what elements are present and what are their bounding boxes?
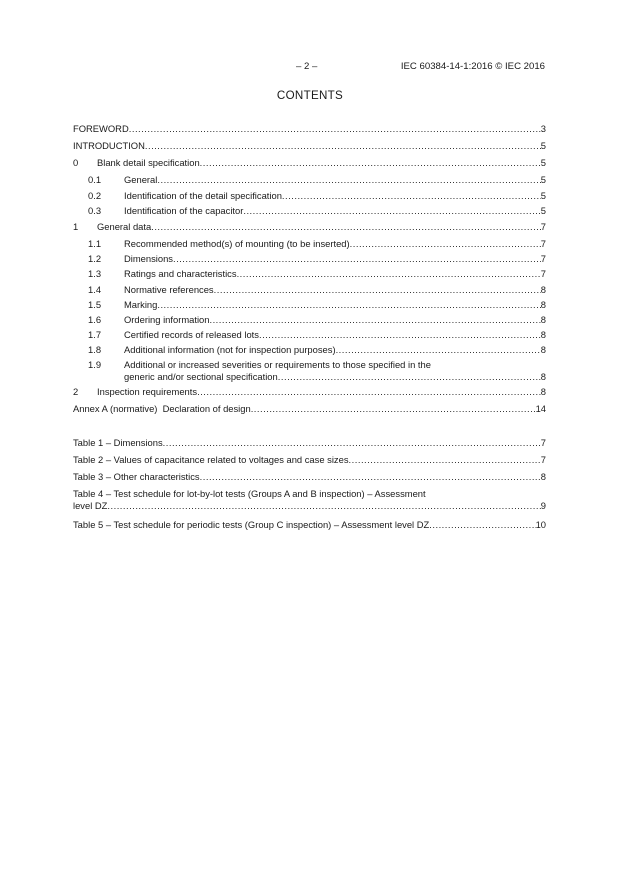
page-title: CONTENTS (276, 89, 344, 102)
toc-entry-number: 1.1 (88, 238, 102, 249)
toc-entry-number: 1.9 (88, 359, 102, 370)
toc-entry-number: 0.2 (88, 190, 102, 201)
toc-entry-label: Additional information (not for inspection purposes) (124, 344, 336, 355)
table-entry-3[interactable] (73, 471, 546, 483)
dot-leader (214, 284, 541, 296)
toc-entry-page: 7 (540, 238, 546, 249)
toc-entry-label: Normative references (124, 284, 214, 295)
table-entry-label: Table 2 – Values of capacitance related to voltages and case sizes (73, 454, 349, 465)
toc-entry-label: Dimensions (124, 253, 173, 264)
toc-entry-1-8[interactable] (73, 344, 546, 356)
toc-entry-number: 1.5 (88, 299, 102, 310)
toc-entry-0[interactable] (73, 157, 546, 169)
table-entry-label: Table 1 – Dimensions (73, 437, 163, 448)
dot-leader (197, 386, 541, 398)
toc-entry-number: 1.7 (88, 329, 102, 340)
toc-entry-label: Blank detail specification (97, 157, 200, 168)
toc-entry-page: 7 (540, 253, 546, 264)
toc-entry-number: 0.1 (88, 174, 102, 185)
toc-entry-number: 1.4 (88, 284, 102, 295)
toc-entry-label: generic and/or sectional specification (124, 371, 278, 382)
toc-entry-1-1[interactable] (73, 238, 546, 250)
dot-leader (251, 403, 536, 415)
dot-leader (336, 344, 541, 356)
toc-entry-page: 8 (540, 329, 546, 340)
toc-entry-label: General (124, 174, 158, 185)
dot-leader (237, 268, 541, 280)
toc-entry-label: Identification of the capacitor (124, 205, 244, 216)
toc-entry-page: 8 (540, 299, 546, 310)
dot-leader (278, 371, 541, 383)
toc-entry-label: Annex A (normative) Declaration of design (73, 403, 251, 414)
toc-entry-0-1[interactable] (73, 174, 546, 186)
toc-entry-number: 1 (73, 221, 79, 232)
page-header (0, 61, 620, 75)
toc-entry-number: 1.6 (88, 314, 102, 325)
toc-entry-page: 7 (540, 268, 546, 279)
toc-entry-0-2[interactable] (73, 190, 546, 202)
toc-entry-page: 8 (540, 344, 546, 355)
toc-entry-2[interactable] (73, 386, 546, 398)
toc-entry-label: Recommended method(s) of mounting (to be inserted) (124, 238, 350, 249)
toc-entry-label: Certified records of released lots (124, 329, 259, 340)
dot-leader (259, 329, 541, 341)
toc-entry-1-2[interactable] (73, 253, 546, 265)
page-number: – 2 – (296, 61, 318, 72)
toc-entry-page: 14 (535, 403, 546, 414)
toc-entry-page: 5 (540, 140, 546, 151)
toc-entry-number: 0.3 (88, 205, 102, 216)
toc-entry-page: 3 (540, 123, 546, 134)
dot-leader (200, 157, 541, 169)
dot-leader (129, 123, 541, 135)
dot-leader (350, 238, 541, 250)
table-entry-label: Table 3 – Other characteristics (73, 471, 200, 482)
toc-entry-label: INTRODUCTION (73, 140, 145, 151)
toc-entry-number: 1.3 (88, 268, 102, 279)
dot-leader (157, 299, 540, 311)
dot-leader (157, 174, 540, 186)
toc-entry-page: 5 (540, 190, 546, 201)
toc-entry-1-9-line1[interactable] (73, 359, 546, 371)
dot-leader (429, 519, 535, 531)
table-entry-2[interactable] (73, 454, 546, 466)
toc-entry-page: 8 (540, 386, 546, 397)
toc-entry-number: 2 (73, 386, 79, 397)
dot-leader (282, 190, 541, 202)
table-entry-label: level DZ (73, 500, 108, 511)
dot-leader (200, 471, 541, 483)
toc-entry-label: Inspection requirements (97, 386, 198, 397)
toc-entry-page: 5 (540, 205, 546, 216)
toc-entry-label: Identification of the detail specification (124, 190, 282, 201)
dot-leader (349, 454, 541, 466)
toc-entry-introduction[interactable] (73, 140, 546, 152)
toc-entry-1-7[interactable] (73, 329, 546, 341)
toc-entry-page: 8 (540, 314, 546, 325)
table-entry-page: 10 (535, 519, 546, 530)
toc-entry-page: 7 (540, 221, 546, 232)
dot-leader (163, 437, 541, 449)
toc-entry-page: 8 (540, 284, 546, 295)
toc-entry-1-6[interactable] (73, 314, 546, 326)
toc-entry-number: 0 (73, 157, 79, 168)
toc-entry-1-4[interactable] (73, 284, 546, 296)
table-entry-page: 9 (540, 500, 546, 511)
table-entry-page: 7 (540, 454, 546, 465)
toc-entry-label: General data (97, 221, 152, 232)
standard-reference: IEC 60384-14-1:2016 © IEC 2016 (400, 61, 545, 72)
table-entry-4-line2[interactable] (73, 500, 546, 512)
table-entry-5[interactable] (73, 519, 546, 531)
toc-entry-page: 8 (540, 371, 546, 382)
toc-entry-0-3[interactable] (73, 205, 546, 217)
toc-entry-label: FOREWORD (73, 123, 129, 134)
toc-entry-number: 1.8 (88, 344, 102, 355)
toc-entry-1[interactable] (73, 221, 546, 233)
table-entry-4-line1[interactable] (73, 488, 546, 500)
toc-entry-label: Ratings and characteristics (124, 268, 237, 279)
toc-entry-annex-a[interactable] (73, 403, 546, 415)
toc-entry-label: Additional or increased severities or requirements to those specified in the (124, 359, 431, 370)
toc-entry-1-9-line2[interactable] (73, 371, 546, 383)
toc-entry-number: 1.2 (88, 253, 102, 264)
table-entry-page: 8 (540, 471, 546, 482)
table-entry-label: Table 4 – Test schedule for lot-by-lot tests (Groups A and B inspection) – Assessment (73, 488, 426, 499)
table-entry-1[interactable] (73, 437, 546, 449)
dot-leader (243, 205, 540, 217)
dot-leader (145, 140, 541, 152)
toc-entry-1-5[interactable] (73, 299, 546, 311)
table-entry-page: 7 (540, 437, 546, 448)
table-entry-label: Table 5 – Test schedule for periodic tests (Group C inspection) – Assessment level DZ (73, 519, 430, 530)
toc-entry-page: 5 (540, 157, 546, 168)
dot-leader (209, 314, 540, 326)
dot-leader (151, 221, 541, 233)
dot-leader (107, 500, 540, 512)
toc-entry-label: Ordering information (124, 314, 210, 325)
toc-entry-foreword[interactable] (73, 123, 546, 135)
toc-entry-page: 5 (540, 174, 546, 185)
toc-entry-label: Marking (124, 299, 158, 310)
toc-entry-1-3[interactable] (73, 268, 546, 280)
dot-leader (173, 253, 541, 265)
